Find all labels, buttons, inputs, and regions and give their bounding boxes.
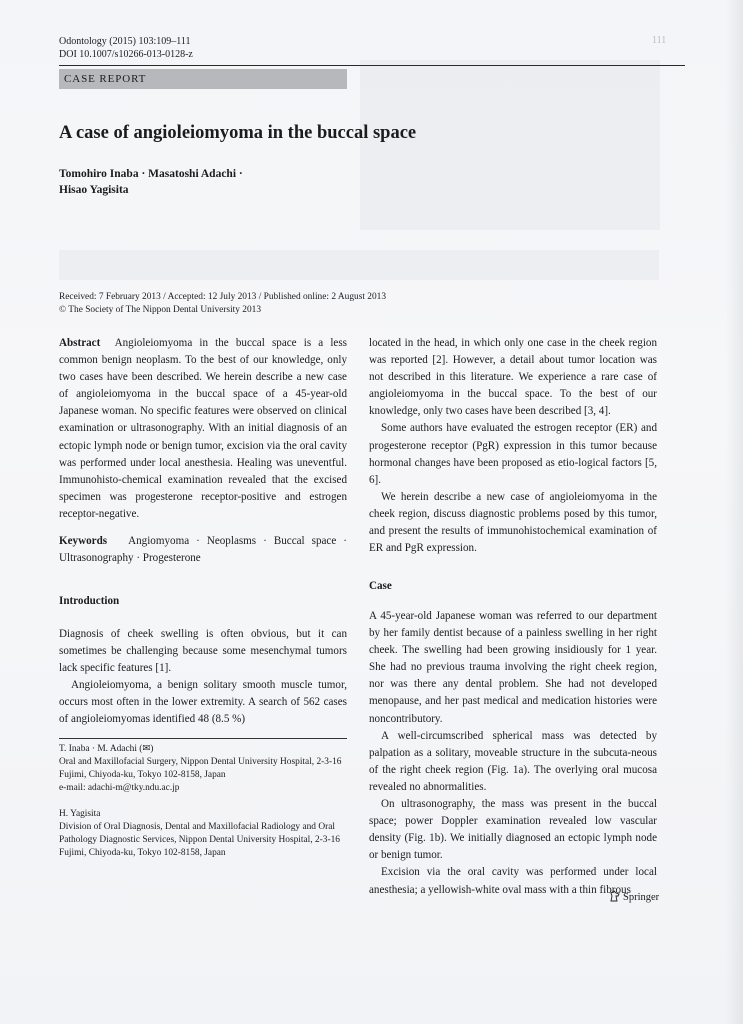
authors-line-2: Hisao Yagisita xyxy=(59,184,129,196)
journal-header xyxy=(59,35,193,61)
keywords-block xyxy=(59,533,347,567)
introduction-heading: Introduction xyxy=(59,595,120,607)
case-paragraph-4: Excision via the oral cavity was performed under local anesthesia; a yellowish-white oval mass with a thin fibrous xyxy=(369,866,657,896)
abstract-block xyxy=(59,335,347,523)
affiliation-1-email: e-mail: adachi-m@tky.ndu.ac.jp xyxy=(59,783,180,793)
article-title: A case of angioleiomyoma in the buccal space xyxy=(59,123,417,143)
page-edge-shadow xyxy=(725,0,743,1024)
keywords-label: Keywords xyxy=(59,535,108,547)
right-paragraph-1: located in the head, in which only one case in the cheek region was reported [2]. However, a detail about tumor location was not described in this literature. We experience a rare case of angioleiomyoma in the buccal space. To the best of our knowledge, only two cases have been described [3, 4]. xyxy=(369,337,657,418)
affiliation-2-author: H. Yagisita xyxy=(59,809,101,819)
journal-citation: Odontology (2015) 103:109–111 xyxy=(59,36,191,47)
footnote-rule xyxy=(59,738,347,739)
journal-doi: DOI 10.1007/s10266-013-0128-z xyxy=(59,49,193,60)
show-through-block xyxy=(360,60,660,230)
springer-horse-icon xyxy=(609,890,621,902)
affiliation-1-address: Oral and Maxillofacial Surgery, Nippon Dental University Hospital, 2-3-16 Fujimi, Chiyoda-ku, Tokyo 102-8158, Japan xyxy=(59,757,342,780)
abstract-text: Angioleiomyoma in the buccal space is a less common benign neoplasm. To the best of our knowledge, only two cases have been described. We herein describe a new case of angioleiomyoma in the buccal space of a 45-year-old Japanese woman. No specific features were observed on clinical examination or ultrasonography. With an initial diagnosis of an ectopic lymph node or benign tumor, excision via the oral cavity was performed under local anesthesia. Healing was uneventful. Immunohisto-chemical examination revealed that the excised specimen was progesterone receptor-positive and estrogen receptor-negative. xyxy=(59,337,347,520)
publication-dates xyxy=(59,291,479,317)
authors-line-1: Tomohiro Inaba · Masatoshi Adachi · xyxy=(59,168,243,180)
affiliation-2 xyxy=(59,808,349,860)
affiliation-1 xyxy=(59,743,349,795)
publisher-logo xyxy=(609,890,659,903)
copyright-notice: © The Society of The Nippon Dental University 2013 xyxy=(59,305,262,315)
affiliation-1-authors: T. Inaba · M. Adachi (✉) xyxy=(59,744,154,754)
publisher-name: Springer xyxy=(623,892,660,903)
page-number: 111 xyxy=(652,35,667,46)
show-through-block xyxy=(59,250,659,280)
right-paragraph-2: Some authors have evaluated the estrogen receptor (ER) and progesterone receptor (PgR) expression in this tumor because hormonal changes have been proposed as etio-logical factors [5, 6]. xyxy=(369,422,657,486)
intro-continued xyxy=(369,335,657,557)
abstract-label: Abstract xyxy=(59,337,101,349)
introduction-body xyxy=(59,626,347,729)
right-paragraph-3: We herein describe a new case of angioleiomyoma in the cheek region, discuss diagnostic problems posed by this tumor, and present the results of immunohistochemical examination of ER and PgR expression. xyxy=(369,490,657,555)
case-paragraph-1: A 45-year-old Japanese woman was referred to our department by her family dentist because of a painless swelling in her right cheek. The swelling had been growing insidiously for 1 year. She had no previous trauma involving the right cheek region, nor was there any dental problem. She had not developed menopause, and her past medical and medication histories were noncontributory. xyxy=(369,610,657,725)
case-heading: Case xyxy=(369,580,392,592)
intro-paragraph-1: Diagnosis of cheek swelling is often obvious, but it can sometimes be challenging because some mesenchymal tumors lack specific features [1]. xyxy=(59,628,347,675)
article-category: CASE REPORT xyxy=(59,69,347,89)
author-list xyxy=(59,166,359,198)
case-paragraph-3: On ultrasonography, the mass was present in the buccal space; power Doppler examination revealed low vascular density (Fig. 1b). We initially diagnosed an ectopic lymph node or benign tumor. xyxy=(369,798,657,862)
received-dates: Received: 7 February 2013 / Accepted: 12 July 2013 / Published online: 2 August 2013 xyxy=(59,292,387,302)
case-paragraph-2: A well-circumscribed spherical mass was detected by palpation as a solitary, moveable structure in the subcuta-neous of the right cheek region (Fig. 1a). The overlying oral mucosa revealed no abnormalities. xyxy=(369,729,657,793)
intro-paragraph-2: Angioleiomyoma, a benign solitary smooth muscle tumor, occurs most often in the lower extremity. A search of 562 cases of angioleiomyomas identified 48 (8.5 %) xyxy=(59,679,347,726)
affiliation-2-address: Division of Oral Diagnosis, Dental and Maxillofacial Radiology and Oral Pathology Diagnostic Services, Nippon Dental University Hospital, 2-3-16 Fujimi, Chiyoda-ku, Tokyo 102-8158, Japan xyxy=(59,822,340,858)
case-body xyxy=(369,608,657,899)
keywords-text: Angiomyoma · Neoplasms · Buccal space · Ultrasonography · Progesterone xyxy=(59,535,347,565)
header-rule xyxy=(59,65,685,66)
